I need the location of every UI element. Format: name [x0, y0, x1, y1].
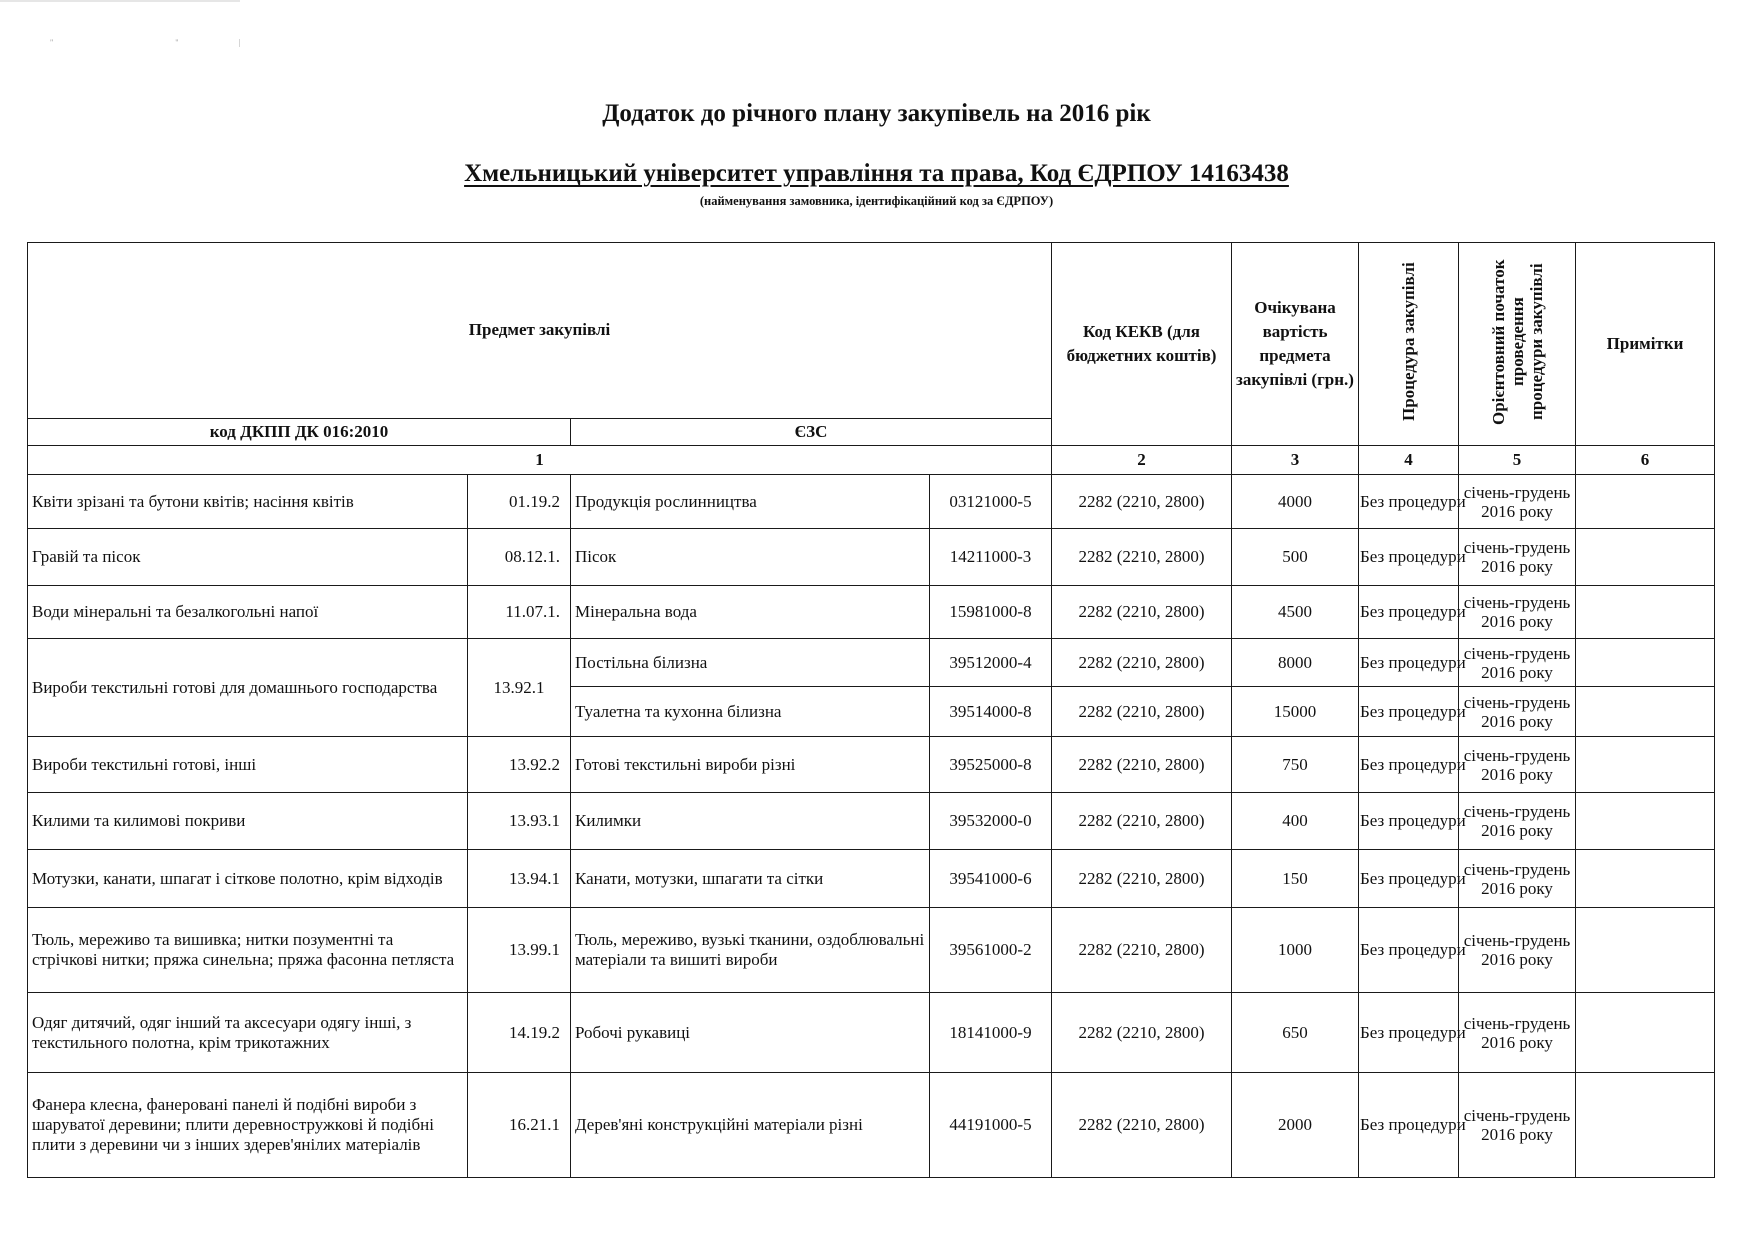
item-description: Фанера клеєна, фанеровані панелі й подібні вироби з шаруватої деревини; плити деревностружкові й подібні плити з деревини чи з інших здерев'янілих матеріалів	[28, 1073, 468, 1178]
expected-amount: 8000	[1232, 639, 1359, 687]
notes-cell	[1576, 850, 1715, 908]
header-notes: Примітки	[1576, 243, 1715, 446]
start-period: січень-грудень 2016 року	[1459, 475, 1576, 529]
procedure-type: Без процедури	[1359, 586, 1459, 639]
expected-amount: 15000	[1232, 687, 1359, 737]
start-period: січень-грудень 2016 року	[1459, 993, 1576, 1073]
ezs-name: Мінеральна вода	[571, 586, 930, 639]
item-description: Гравій та пісок	[28, 529, 468, 586]
start-period: січень-грудень 2016 року	[1459, 737, 1576, 793]
ezs-name: Пісок	[571, 529, 930, 586]
kekv-code: 2282 (2210, 2800)	[1052, 586, 1232, 639]
procedure-type: Без процедури	[1359, 793, 1459, 850]
expected-amount: 4000	[1232, 475, 1359, 529]
dkpp-code: 14.19.2	[468, 993, 571, 1073]
kekv-code: 2282 (2210, 2800)	[1052, 529, 1232, 586]
column-number: 6	[1576, 446, 1715, 475]
kekv-code: 2282 (2210, 2800)	[1052, 850, 1232, 908]
dkpp-code: 16.21.1	[468, 1073, 571, 1178]
expected-amount: 150	[1232, 850, 1359, 908]
notes-cell	[1576, 1073, 1715, 1178]
column-number: 5	[1459, 446, 1576, 475]
table-row	[28, 639, 1715, 687]
procedure-type: Без процедури	[1359, 993, 1459, 1073]
ezs-name: Килимки	[571, 793, 930, 850]
ezs-code: 39512000-4	[930, 639, 1052, 687]
document-title: Додаток до річного плану закупівель на 2016 рік	[602, 100, 1151, 127]
table-row	[28, 1073, 1715, 1178]
dkpp-code: 08.12.1.	[468, 529, 571, 586]
ezs-code: 39514000-8	[930, 687, 1052, 737]
ezs-code: 15981000-8	[930, 586, 1052, 639]
table-row	[28, 475, 1715, 529]
ezs-name: Туалетна та кухонна білизна	[571, 687, 930, 737]
ezs-code: 18141000-9	[930, 993, 1052, 1073]
item-description: Вироби текстильні готові для домашнього господарства	[28, 639, 468, 737]
scan-edge-line	[0, 0, 240, 2]
expected-amount: 400	[1232, 793, 1359, 850]
notes-cell	[1576, 529, 1715, 586]
item-description: Мотузки, канати, шпагат і сіткове полотно, крім відходів	[28, 850, 468, 908]
item-description: Вироби текстильні готові, інші	[28, 737, 468, 793]
dkpp-code: 01.19.2	[468, 475, 571, 529]
header-start-label: Орієнтовний початок проведення процедури закупівлі	[1488, 258, 1546, 425]
ezs-code: 14211000-3	[930, 529, 1052, 586]
dkpp-code: 13.92.1	[468, 639, 571, 737]
procedure-type: Без процедури	[1359, 850, 1459, 908]
notes-cell	[1576, 793, 1715, 850]
header-procedure	[1359, 243, 1459, 446]
notes-cell	[1576, 475, 1715, 529]
kekv-code: 2282 (2210, 2800)	[1052, 908, 1232, 993]
ezs-code: 03121000-5	[930, 475, 1052, 529]
ezs-name: Тюль, мереживо, вузькі тканини, оздоблювальні матеріали та вишиті вироби	[571, 908, 930, 993]
procedure-type: Без процедури	[1359, 737, 1459, 793]
ezs-code: 44191000-5	[930, 1073, 1052, 1178]
kekv-code: 2282 (2210, 2800)	[1052, 737, 1232, 793]
column-number: 1	[28, 446, 1052, 475]
item-description: Одяг дитячий, одяг інший та аксесуари одягу інші, з текстильного полотна, крім трикотажних	[28, 993, 468, 1073]
start-period: січень-грудень 2016 року	[1459, 850, 1576, 908]
ezs-code: 39525000-8	[930, 737, 1052, 793]
procedure-type: Без процедури	[1359, 475, 1459, 529]
column-number: 3	[1232, 446, 1359, 475]
table-row	[28, 850, 1715, 908]
kekv-code: 2282 (2210, 2800)	[1052, 793, 1232, 850]
notes-cell	[1576, 908, 1715, 993]
procedure-type: Без процедури	[1359, 529, 1459, 586]
column-number: 4	[1359, 446, 1459, 475]
expected-amount: 750	[1232, 737, 1359, 793]
header-start	[1459, 243, 1576, 446]
dkpp-code: 13.93.1	[468, 793, 571, 850]
header-kekv: Код КЕКВ (для бюджетних коштів)	[1052, 243, 1232, 446]
start-period: січень-грудень 2016 року	[1459, 687, 1576, 737]
column-number: 2	[1052, 446, 1232, 475]
table-row	[28, 793, 1715, 850]
start-period: січень-грудень 2016 року	[1459, 639, 1576, 687]
kekv-code: 2282 (2210, 2800)	[1052, 475, 1232, 529]
notes-cell	[1576, 993, 1715, 1073]
procedure-type: Без процедури	[1359, 639, 1459, 687]
expected-amount: 650	[1232, 993, 1359, 1073]
procedure-type: Без процедури	[1359, 687, 1459, 737]
expected-amount: 2000	[1232, 1073, 1359, 1178]
notes-cell	[1576, 687, 1715, 737]
item-description: Води мінеральні та безалкогольні напої	[28, 586, 468, 639]
procedure-type: Без процедури	[1359, 1073, 1459, 1178]
item-description: Квіти зрізані та бутони квітів; насіння квітів	[28, 475, 468, 529]
start-period: січень-грудень 2016 року	[1459, 529, 1576, 586]
header-subject: Предмет закупівлі	[28, 243, 1052, 419]
table-row	[28, 529, 1715, 586]
start-period: січень-грудень 2016 року	[1459, 586, 1576, 639]
header-dkpp: код ДКПП ДК 016:2010	[28, 418, 571, 445]
organization-caption: (найменування замовника, ідентифікаційний код за ЄДРПОУ)	[699, 194, 1054, 208]
scan-marks: " "|	[50, 38, 301, 47]
ezs-code: 39532000-0	[930, 793, 1052, 850]
dkpp-code: 13.99.1	[468, 908, 571, 993]
organization-line	[0, 160, 1753, 188]
item-description: Килими та килимові покриви	[28, 793, 468, 850]
expected-amount: 1000	[1232, 908, 1359, 993]
kekv-code: 2282 (2210, 2800)	[1052, 639, 1232, 687]
dkpp-code: 13.94.1	[468, 850, 571, 908]
procurement-table	[27, 242, 1715, 1178]
header-ezs: ЄЗС	[571, 418, 1052, 445]
notes-cell	[1576, 639, 1715, 687]
start-period: січень-грудень 2016 року	[1459, 793, 1576, 850]
organization-name: Хмельницький університет управління та права, Код ЄДРПОУ 14163438	[464, 160, 1289, 187]
ezs-name: Продукція рослинництва	[571, 475, 930, 529]
ezs-name: Готові текстильні вироби різні	[571, 737, 930, 793]
kekv-code: 2282 (2210, 2800)	[1052, 687, 1232, 737]
header-procedure-label: Процедура закупівлі	[1399, 262, 1419, 421]
ezs-name: Постільна білизна	[571, 639, 930, 687]
table-row	[28, 586, 1715, 639]
notes-cell	[1576, 737, 1715, 793]
expected-amount: 500	[1232, 529, 1359, 586]
ezs-code: 39561000-2	[930, 908, 1052, 993]
start-period: січень-грудень 2016 року	[1459, 1073, 1576, 1178]
expected-amount: 4500	[1232, 586, 1359, 639]
dkpp-code: 13.92.2	[468, 737, 571, 793]
header-amount: Очікувана вартість предмета закупівлі (грн.)	[1232, 243, 1359, 446]
ezs-name: Канати, мотузки, шпагати та сітки	[571, 850, 930, 908]
dkpp-code: 11.07.1.	[468, 586, 571, 639]
kekv-code: 2282 (2210, 2800)	[1052, 1073, 1232, 1178]
ezs-code: 39541000-6	[930, 850, 1052, 908]
ezs-name: Робочі рукавиці	[571, 993, 930, 1073]
ezs-name: Дерев'яні конструкційні матеріали різні	[571, 1073, 930, 1178]
start-period: січень-грудень 2016 року	[1459, 908, 1576, 993]
notes-cell	[1576, 586, 1715, 639]
table-row	[28, 908, 1715, 993]
item-description: Тюль, мереживо та вишивка; нитки позументні та стрічкові нитки; пряжа синельна; пряжа фасонна петляста	[28, 908, 468, 993]
table-row	[28, 737, 1715, 793]
table-row	[28, 993, 1715, 1073]
kekv-code: 2282 (2210, 2800)	[1052, 993, 1232, 1073]
procedure-type: Без процедури	[1359, 908, 1459, 993]
